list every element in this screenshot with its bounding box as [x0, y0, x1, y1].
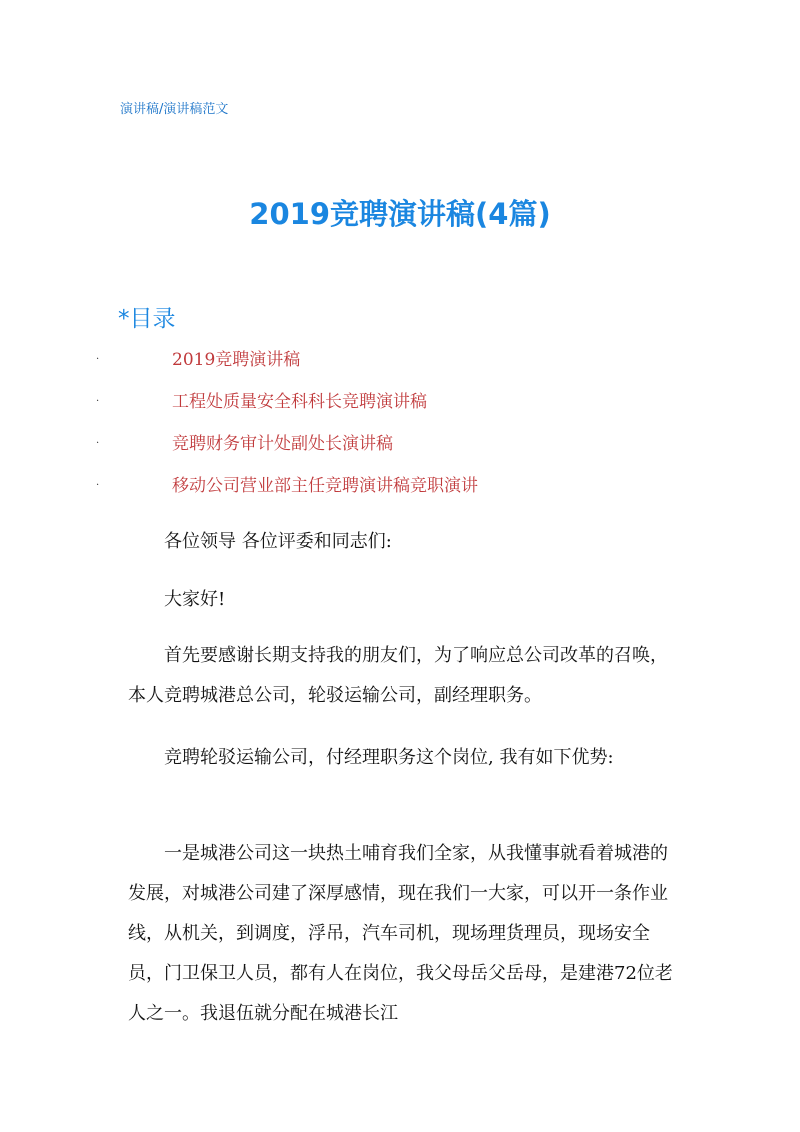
salutation: 各位领导 各位评委和同志们:	[164, 531, 392, 552]
toc-bullet: .	[96, 435, 100, 446]
greeting: 大家好!	[164, 589, 226, 610]
toc-heading: *目录	[118, 306, 176, 332]
paragraph-1: 首先要感谢长期支持我的朋友们，为了响应总公司改革的召唤，本人竞聘城港总公司，轮驳运输公司，副经理职务。	[128, 645, 668, 706]
toc-link[interactable]: 移动公司营业部主任竞聘演讲稿竞职演讲	[172, 476, 478, 496]
toc-link[interactable]: 2019竞聘演讲稿	[172, 350, 301, 370]
toc-link[interactable]: 竞聘财务审计处副处长演讲稿	[172, 434, 393, 454]
paragraph-3: 一是城港公司这一块热土哺育我们全家，从我懂事就看着城港的发展，对城港公司建了深厚感情，现在我们一大家，可以开一条作业线，从机关，到调度，浮吊，汽车司机，现场理货理员，现场安全员，门卫保卫人员，都有人在岗位，我父母岳父岳母，是建港72位老人之一。我退伍就分配在城港长江	[128, 843, 673, 1024]
toc-item[interactable]	[0, 345, 800, 387]
paragraph-2: 竞聘轮驳运输公司，付经理职务这个岗位, 我有如下优势:	[164, 747, 614, 768]
toc-bullet: .	[96, 477, 100, 488]
toc-bullet: .	[96, 351, 100, 362]
page-title: 2019竞聘演讲稿(4篇)	[249, 197, 551, 231]
table-of-contents	[0, 345, 800, 513]
toc-bullet: .	[96, 393, 100, 404]
toc-link[interactable]: 工程处质量安全科科长竞聘演讲稿	[172, 392, 427, 412]
toc-item[interactable]	[0, 387, 800, 429]
breadcrumb[interactable]: 演讲稿/演讲稿范文	[120, 102, 229, 117]
toc-item[interactable]	[0, 471, 800, 513]
toc-item[interactable]	[0, 429, 800, 471]
